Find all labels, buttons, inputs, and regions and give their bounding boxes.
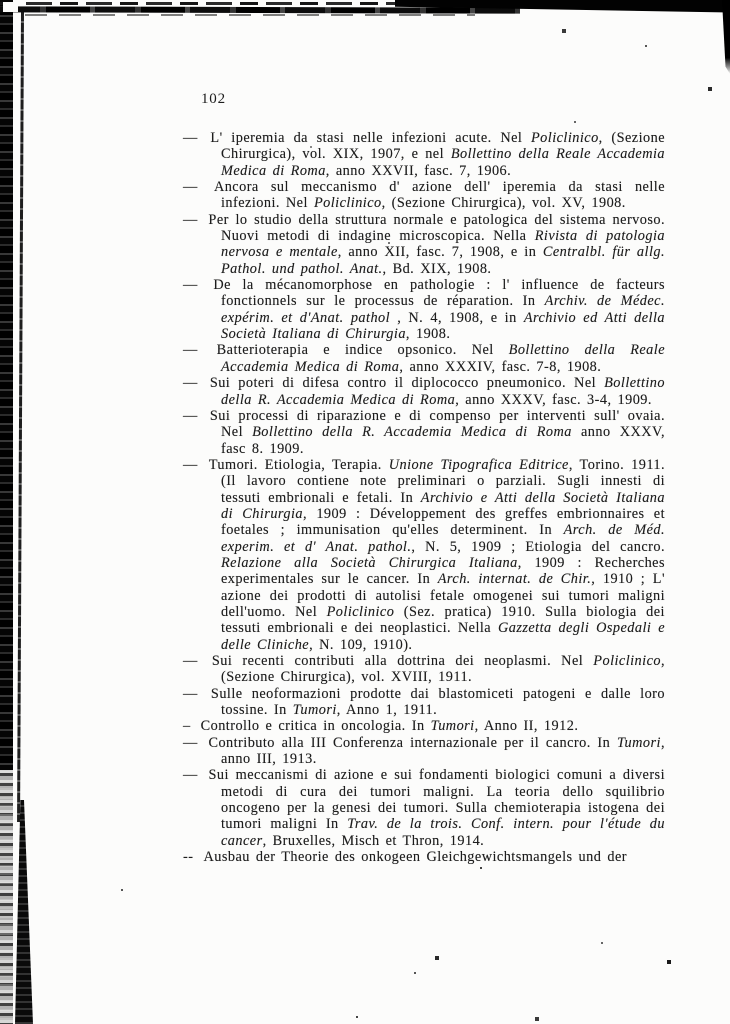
- entry-italic-text: Bollettino della Reale Accademia Medica di Roma: [221, 342, 665, 375]
- entry-text: De la mécanomorphose en pathologie : l' influence de facteurs fonctionnels sur le processus de réparation. In: [213, 277, 665, 310]
- entry-text: (Sez. pratica) 1910. Sulla biologia dei tessuti embrionali e dei neoplastici. Nella: [221, 603, 665, 637]
- bibliography-entry: [183, 179, 665, 212]
- entry-text: , (Sezione Chirurgica), vol. XV, 1908.: [381, 195, 626, 212]
- bibliography-entry: [183, 130, 665, 179]
- entry-text: Controllo e critica in oncologia. In: [200, 718, 431, 735]
- entry-text: Tumori. Etiologia, Terapia.: [208, 456, 389, 473]
- entry-text: Sulle neoformazioni prodotte dai blastomiceti patogeni e dalle loro tossine. In: [210, 685, 665, 719]
- entry-italic-text: Unione Tipografica Editrice: [388, 456, 569, 473]
- scan-top-edge-secondary-line: [25, 14, 475, 16]
- bibliography-entries: [183, 130, 665, 865]
- entry-italic-text: Bollettino della R. Accademia Medica di Roma: [252, 424, 572, 441]
- entry-text: Contributo alla III Conferenza internazionale per il cancro. In: [208, 734, 617, 751]
- entry-text: , N. 4, 1908, e in: [390, 309, 524, 326]
- entry-italic-text: Bollettino della Reale Accademia Medica di Roma: [221, 146, 665, 179]
- entry-italic-text: Rivista di patologia nervosa e mentale: [221, 228, 665, 261]
- entry-text: , Bruxelles, Misch et Thron, 1914.: [262, 832, 485, 849]
- entry-italic-text: Tumori: [430, 718, 475, 735]
- entry-text: Ancora sul meccanismo d' azione dell' iperemia da stasi nelle infezioni. Nel: [213, 179, 665, 212]
- bibliography-entry: [183, 686, 665, 719]
- entry-dash: —: [183, 130, 207, 146]
- entry-italic-text: Policlinico: [593, 653, 661, 669]
- entry-italic-text: Trav. de la trois. Conf. intern. pour l'étude du cancer: [221, 816, 665, 849]
- entry-text: Ausbau der Theorie des onkogeen Gleichgewichtsmangels und der: [203, 849, 627, 866]
- scan-crease-bottom-streak: [15, 800, 33, 1024]
- entry-text: Batterioterapia e indice opsonico. Nel: [216, 342, 509, 359]
- entry-dash: —: [183, 685, 207, 702]
- entry-italic-text: Archivio e Atti della Società Italiana di Chirurgia: [221, 489, 665, 522]
- bibliography-entry: [183, 767, 665, 849]
- entry-italic-text: Policlinico: [530, 130, 599, 146]
- entry-text: Sui meccanismi di azione e sui fondamenti biologici comuni a diversi metodi di cura dei tumori maligni. La teoria dello squilibrio oncogeno per la genesi dei tumori. Sulla chemioterapia istogena dei tumori maligni In: [208, 767, 665, 833]
- entry-dash: —: [183, 179, 210, 196]
- page-number: 102: [201, 91, 226, 107]
- entry-dash: —: [183, 767, 205, 784]
- entry-italic-text: Archivio ed Atti della Società Italiana di Chirurgia: [221, 309, 666, 343]
- entry-italic-text: Gazzetta degli Ospedali e delle Cliniche: [221, 620, 665, 653]
- entry-text: , anno XII, fasc. 7, 1908, e in: [337, 244, 543, 261]
- entry-text: , (Sezione Chirurgica), vol. XIX, 1907, e nel: [221, 130, 665, 163]
- bibliography-entry: [183, 375, 665, 408]
- bibliography-entry: [183, 457, 665, 653]
- entry-dash: —: [183, 342, 213, 359]
- bibliography-entry: [183, 735, 665, 768]
- scan-top-left-notch: [3, 2, 18, 12]
- entry-text: , Anno II, 1912.: [474, 718, 579, 735]
- entry-italic-text: Relazione alla Società Chirurgica Italiana: [221, 554, 518, 571]
- entry-italic-text: Policlinico: [313, 195, 382, 212]
- entry-text: Sui poteri di difesa contro il diplococco pneumonico. Nel: [209, 375, 605, 392]
- entry-text: , (Sezione Chirurgica), vol. XVIII, 1911.: [221, 653, 665, 686]
- entry-italic-text: Arch. de Méd. experim. et d' Anat. pathol.: [221, 522, 666, 555]
- entry-text: , anno XXXV, fasc. 3-4, 1909.: [455, 391, 652, 408]
- entry-text: , anno XXVII, fasc. 7, 1906.: [325, 162, 512, 179]
- entry-dash: —: [183, 277, 210, 294]
- bibliography-entry: [183, 849, 665, 865]
- entry-text: , 1909 : Développement des greffes embrionnaires et foetales ; immunisation qu'elles determinent. In: [221, 505, 666, 539]
- entry-italic-text: Archiv. de Médec. expérim. et d'Anat. pathol: [221, 293, 665, 326]
- scan-dust-specks: [0, 0, 2, 2]
- entry-text: , N. 5, 1909 ; Etiologia del cancro.: [411, 538, 665, 555]
- entry-text: Sui recenti contributi alla dottrina dei neoplasmi. Nel: [211, 653, 594, 669]
- entry-dash: —: [183, 653, 208, 669]
- entry-italic-text: Bollettino della R. Accademia Medica di Roma: [221, 375, 665, 408]
- entry-italic-text: Tumori: [292, 702, 337, 719]
- entry-text: anno XXXV, fasc 8. 1909.: [221, 424, 665, 457]
- bibliography-entry: [183, 277, 665, 342]
- entry-text: , 1910 ; L' azione dei prodotti di autolisi fetale omogenei sui tumori maligni dell'uomo. Nel: [221, 571, 666, 620]
- entry-italic-text: Tumori: [616, 734, 661, 751]
- entry-dash: --: [183, 849, 200, 866]
- entry-dash: —: [183, 456, 205, 473]
- entry-text: , 1908.: [405, 326, 451, 343]
- bibliography-entry: [183, 408, 665, 457]
- entry-text: , Anno 1, 1911.: [336, 702, 438, 719]
- entry-text: , Torino. 1911. (Il lavoro contiene note preliminari o parziali. Sugli innesti di tessuti embrionali e fetali. In: [221, 456, 666, 506]
- entry-italic-text: Policlinico: [326, 603, 395, 620]
- entry-text: Per lo studio della struttura normale e patologica del sistema nervoso. Nuovi metodi di indagine microscopica. Nella: [208, 211, 665, 245]
- entry-text: , Bd. XIX, 1908.: [382, 260, 492, 277]
- entry-italic-text: Centralbl. für allg. Pathol. und pathol. Anat.: [221, 244, 665, 277]
- bibliography-entry: [183, 718, 665, 734]
- scan-crease-line: [17, 12, 24, 822]
- entry-dash: –: [183, 718, 197, 735]
- bibliography-entry: [183, 653, 665, 686]
- entry-italic-text: Arch. internat. de Chir.: [437, 571, 592, 588]
- entry-dash: —: [183, 211, 205, 228]
- entry-dash: —: [183, 375, 206, 392]
- entry-dash: —: [183, 734, 205, 751]
- entry-text: Sui processi di riparazione e di compenso per interventi sull' ovaia. Nel: [209, 407, 665, 441]
- bibliography-entry: [183, 342, 665, 375]
- entry-text: , N. 109, 1910).: [309, 636, 413, 653]
- entry-text: , 1909 : Recherches experimentales sur le cancer. In: [221, 554, 665, 588]
- entry-text: , anno III, 1913.: [221, 734, 665, 768]
- entry-dash: —: [183, 407, 206, 424]
- entry-text: L' iperemia da stasi nelle infezioni acute. Nel: [210, 130, 531, 146]
- bibliography-entry: [183, 212, 665, 277]
- entry-text: , anno XXXIV, fasc. 7-8, 1908.: [399, 358, 602, 375]
- scan-gutter-erode: [0, 770, 13, 1024]
